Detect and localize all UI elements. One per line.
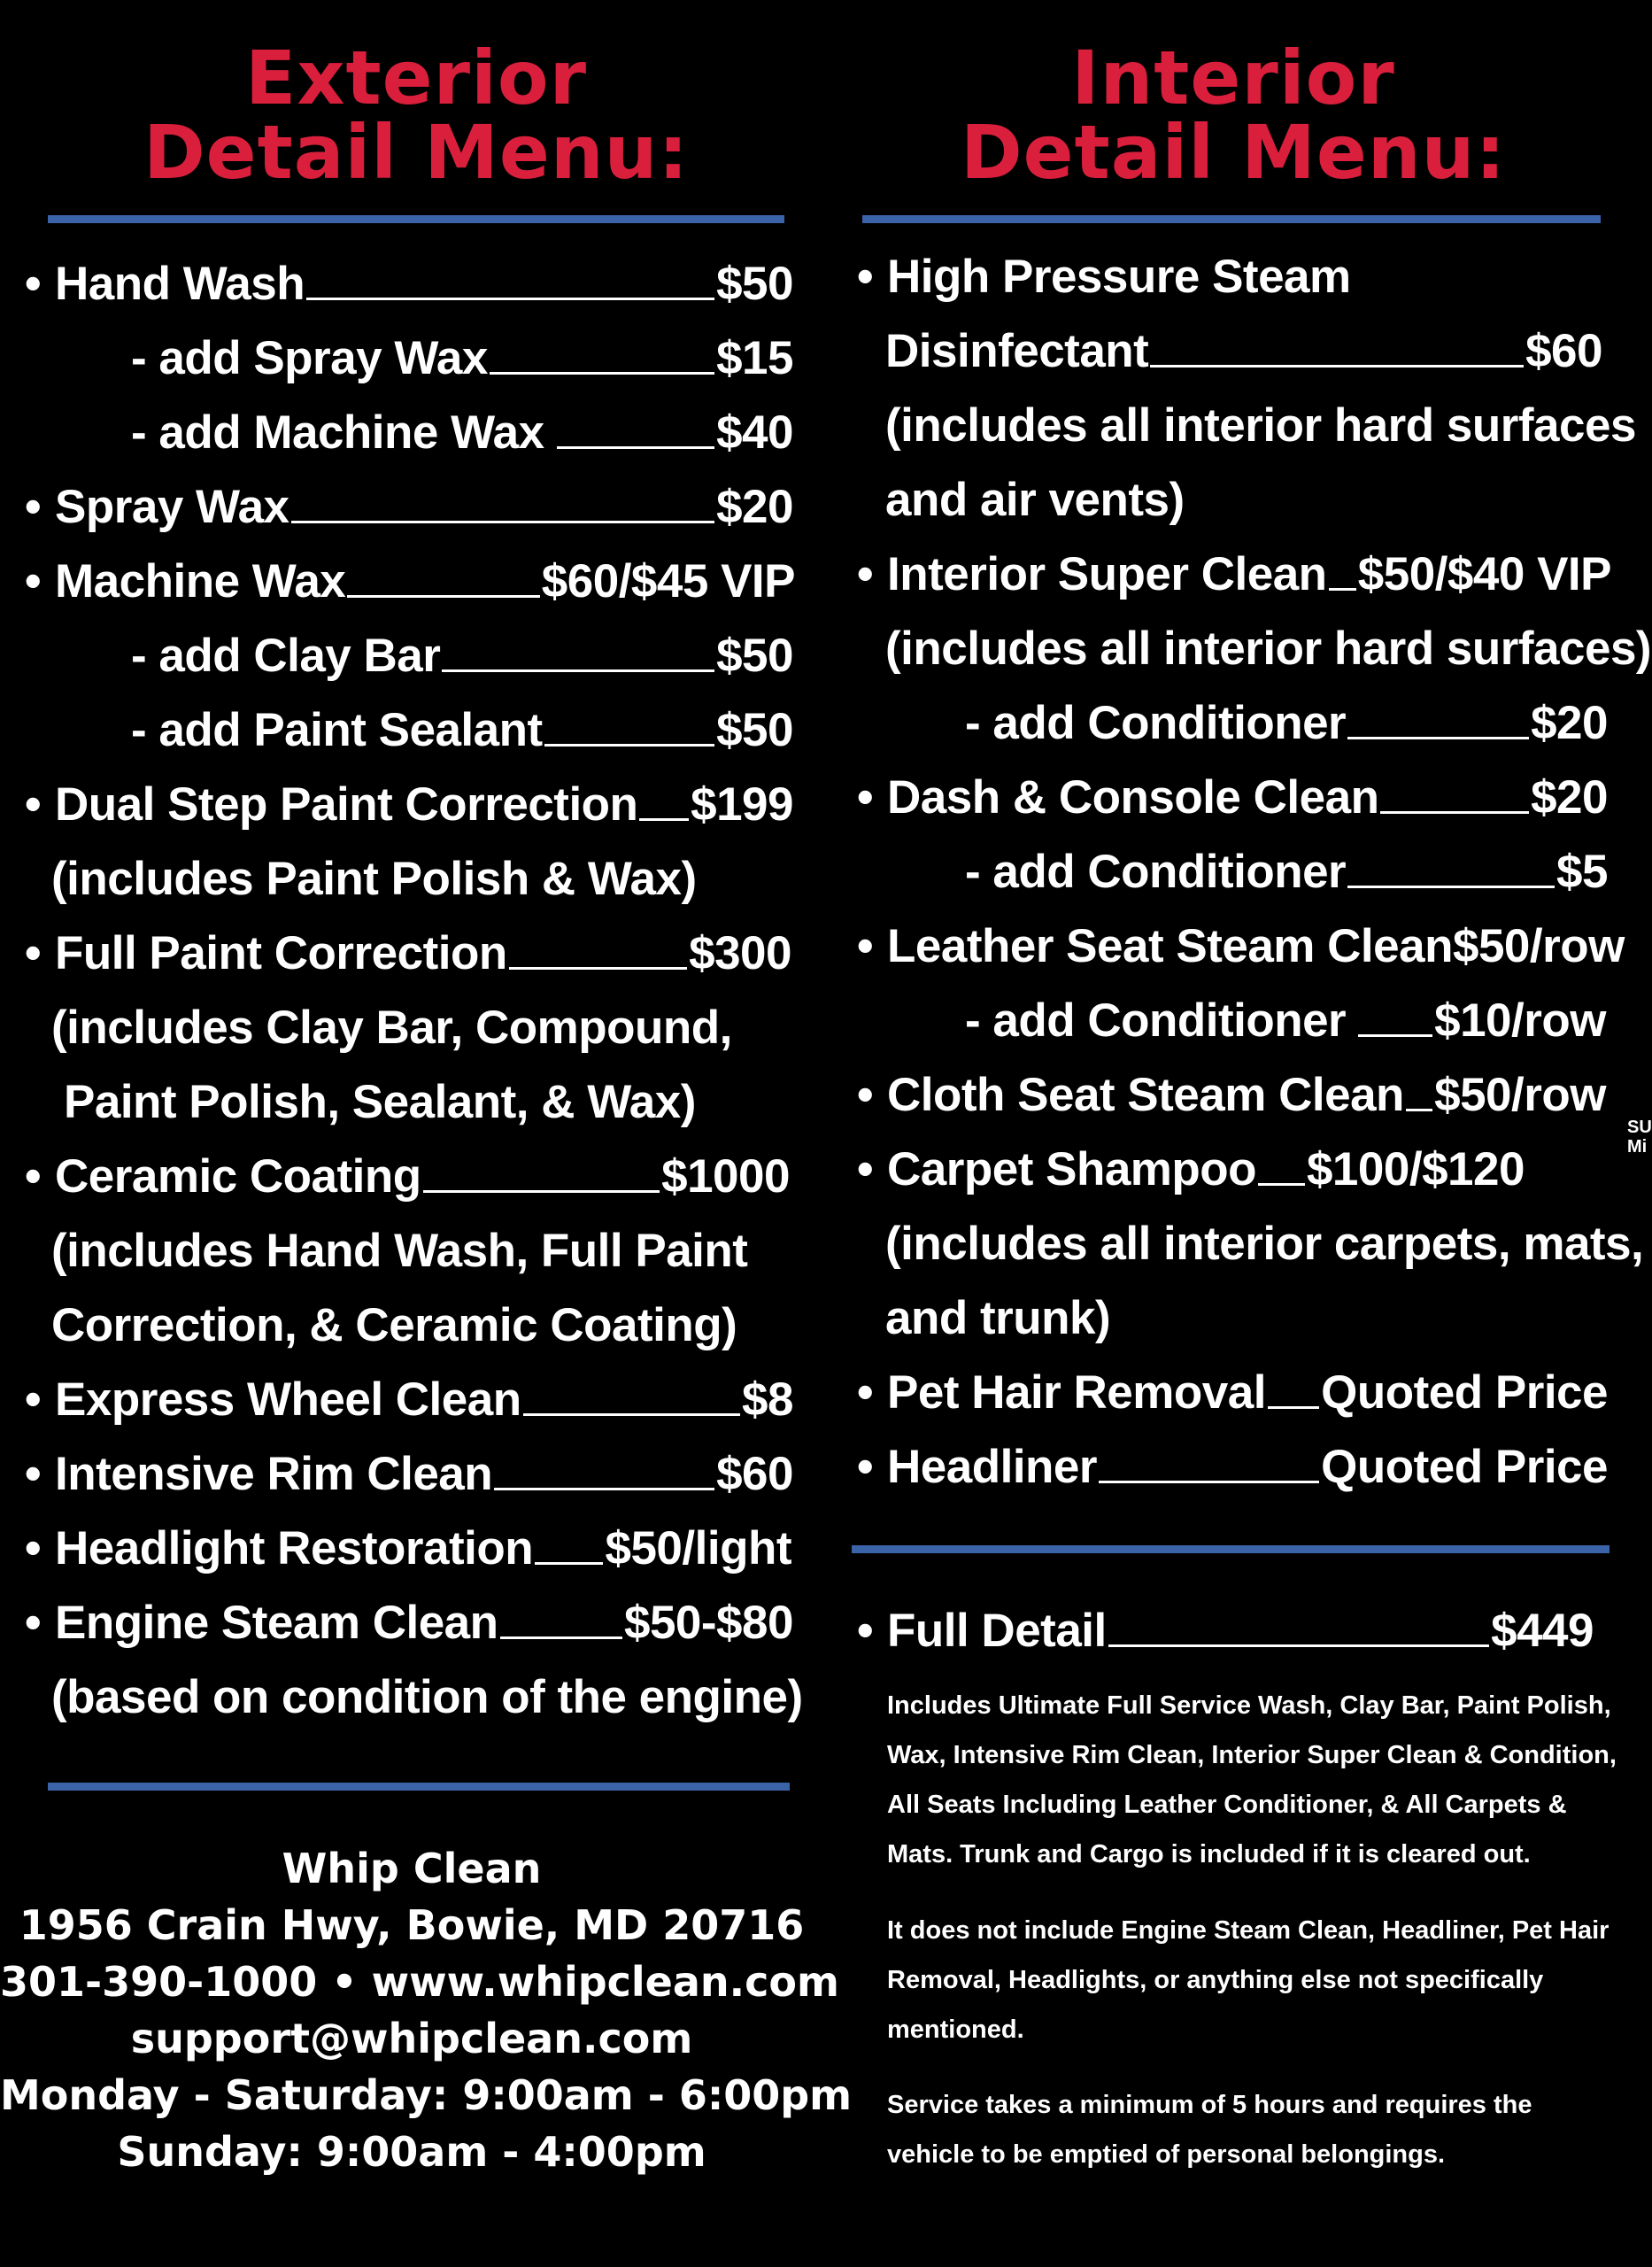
item-name: Ceramic Coating [55,1150,421,1203]
bullet: • [25,778,42,831]
item-price: $60 [716,1448,793,1500]
item-name: - add Conditioner [965,697,1347,749]
bullet: • [857,771,874,824]
menu-item-dual-step-paint-correction [25,768,793,842]
item-price: $50 [716,258,793,310]
item-name: Dash & Console Clean [887,771,1379,824]
clipped-edge-line2: Mi [1627,1137,1648,1157]
item-price: $5 [1556,846,1608,898]
menu-item-add-conditioner [965,835,1608,909]
menu-item-add-conditioner [965,984,1606,1058]
item-note: (includes Paint Polish & Wax) [51,853,697,905]
business-address: 1956 Crain Hwy, Bowie, MD 20716 [19,1901,805,1949]
clipped-edge-text [1627,1118,1652,1157]
item-price: $199 [691,778,793,831]
item-price: $60/$45 VIP [541,555,795,607]
interior-heading-line2: Detail Menu: [960,109,1507,196]
clipped-edge-line1: SU [1627,1118,1652,1137]
item-price: $20 [716,481,793,533]
menu-item-add-clay-bar [131,619,793,693]
leader-line [494,1488,714,1490]
menu-item-full-detail [857,1594,1594,1668]
item-price: $50/row [1434,1069,1606,1121]
item-name: Hand Wash [55,258,305,310]
item-name: Dual Step Paint Correction [55,778,638,831]
item-price: $20 [1531,771,1608,824]
leader-line [490,372,714,375]
interior-heading [823,35,1643,196]
menu-item-dash-console-clean [857,761,1608,835]
business-phone-website: 301-390-1000 • www.whipclean.com [0,1958,839,2006]
item-price: $300 [689,927,791,979]
menu-item-spray-wax [25,470,793,545]
leader-line [523,1413,740,1416]
bullet: • [25,927,42,979]
menu-item-machine-wax [25,545,795,619]
leader-line [1347,737,1529,739]
full-detail-requirements-text: Service takes a minimum of 5 hours and requires the vehicle to be emptied of personal belongings. [887,2091,1532,2169]
bullet: • [857,251,874,303]
item-note: (includes Hand Wash, Full Paint [51,1225,748,1277]
leader-line [1380,811,1529,814]
item-price: $100/$120 [1306,1143,1525,1195]
item-price: $50 [716,704,793,756]
bullet: • [857,548,874,600]
leader-line [306,298,714,300]
bullet: • [25,555,42,607]
item-name: Full Paint Correction [55,927,507,979]
bullet: • [25,258,42,310]
leader-line [1099,1481,1319,1483]
item-name: Full Detail [887,1605,1107,1657]
business-name: Whip Clean [282,1845,542,1892]
item-price: $40 [716,406,793,459]
item-name: - add Spray Wax [131,332,488,384]
menu-item-headlight-restoration [25,1512,791,1586]
item-price: $15 [716,332,793,384]
item-price: $50/row [1452,920,1625,972]
item-price: $50-$80 [623,1597,793,1649]
item-name: - add Machine Wax [131,406,544,459]
item-note: and air vents) [885,474,1185,526]
leader-line [1150,365,1524,368]
item-price: $60 [1525,325,1602,377]
item-name: Pet Hair Removal [887,1366,1266,1419]
menu-item-pet-hair-removal [857,1356,1608,1430]
leader-line [442,669,714,672]
full-detail-divider [852,1545,1610,1553]
leader-line [639,818,689,821]
item-price: $449 [1491,1605,1594,1657]
leader-line [1329,588,1356,591]
menu-item-disinfectant [885,314,1602,389]
item-name: Interior Super Clean [887,548,1327,600]
item-note: (includes Clay Bar, Compound, [51,1002,732,1054]
leader-line [509,967,687,970]
menu-item-full-paint-correction [25,917,791,991]
item-price: $10/row [1434,994,1606,1047]
item-note: (based on condition of the engine) [51,1671,803,1723]
item-name: Intensive Rim Clean [55,1448,493,1500]
item-name: Spray Wax [55,481,289,533]
item-note: (includes all interior hard surfaces [885,399,1636,452]
item-name: - add Clay Bar [131,630,441,682]
item-name: Disinfectant [885,325,1149,377]
leader-line [1406,1109,1432,1111]
bullet: • [25,1522,42,1575]
menu-item-engine-steam-clean [25,1586,793,1660]
item-note: (includes all interior hard surfaces) [885,623,1652,675]
menu-item-hand-wash [25,247,793,321]
full-detail-excludes [887,1906,1622,2054]
bullet: • [857,1143,874,1195]
item-note: (includes all interior carpets, mats, [885,1218,1644,1270]
menu-item-carpet-shampoo [857,1133,1525,1207]
menu-item-add-spray-wax [131,321,793,396]
exterior-heading-line2: Detail Menu: [143,109,690,196]
item-name: Cloth Seat Steam Clean [887,1069,1404,1121]
leader-line [535,1562,603,1565]
full-detail-includes [887,1681,1622,1879]
item-price: Quoted Price [1321,1366,1608,1419]
item-name: - add Conditioner [965,846,1347,898]
bullet: • [25,1373,42,1426]
bullet: • [25,481,42,533]
leader-line [291,521,715,523]
leader-line [1108,1644,1489,1647]
exterior-heading-line1: Exterior [244,35,588,121]
menu-item-leather-seat-steam-clean [857,909,1625,984]
item-price: Quoted Price [1321,1441,1608,1493]
item-price: $8 [742,1373,793,1426]
interior-top-divider [862,215,1601,223]
item-note: Paint Polish, Sealant, & Wax) [64,1076,696,1128]
exterior-top-divider [48,215,784,223]
menu-item-intensive-rim-clean [25,1437,793,1512]
leader-line [557,446,714,449]
bullet: • [25,1150,42,1203]
bullet: • [857,1069,874,1121]
item-name: Headliner [887,1441,1098,1493]
business-hours-weekday: Monday - Saturday: 9:00am - 6:00pm [0,2071,853,2119]
bullet: • [857,1441,874,1493]
menu-item-interior-super-clean [857,538,1611,612]
item-name: High Pressure Steam [887,251,1351,303]
menu-item-add-machine-wax [131,396,793,470]
leader-line [347,595,539,598]
item-price: $50 [716,630,793,682]
business-hours-sunday: Sunday: 9:00am - 4:00pm [117,2128,706,2176]
leader-line [1347,886,1555,888]
item-name: - add Conditioner [965,994,1347,1047]
item-price: $50/$40 VIP [1357,548,1611,600]
bullet: • [857,1605,874,1657]
full-detail-includes-text: Includes Ultimate Full Service Wash, Clay Bar, Paint Polish, Wax, Intensive Rim Clean, Interior Super Clean & Condition, All Seats Including Leather Conditioner, & All Carpets & Mats. Trunk and Cargo is included if it is cleared out. [887,1691,1617,1869]
menu-item-ceramic-coating [25,1140,790,1214]
leader-line [500,1636,622,1639]
item-name: Express Wheel Clean [55,1373,521,1426]
leader-line [544,744,714,747]
leader-line [1258,1183,1305,1186]
leader-line [423,1190,660,1193]
item-name: - add Paint Sealant [131,704,543,756]
interior-heading-line1: Interior [1071,35,1395,121]
menu-item-express-wheel-clean [25,1363,793,1437]
item-name: Engine Steam Clean [55,1597,498,1649]
item-price: $1000 [661,1150,790,1203]
business-email: support@whipclean.com [130,2015,693,2062]
item-price: $20 [1531,697,1608,749]
exterior-heading [0,35,832,196]
item-name: Headlight Restoration [55,1522,534,1575]
bullet: • [857,920,874,972]
item-note: and trunk) [885,1292,1111,1344]
full-detail-excludes-text: It does not include Engine Steam Clean, Headliner, Pet Hair Removal, Headlights, or anything else not specifically mentioned. [887,1916,1610,2044]
bullet: • [25,1597,42,1649]
bullet: • [25,1448,42,1500]
bullet: • [857,1366,874,1419]
item-note: Correction, & Ceramic Coating) [51,1299,737,1351]
item-name: Leather Seat Steam Clean [887,920,1453,972]
menu-item-cloth-seat-steam-clean [857,1058,1606,1133]
leader-line [1358,1034,1432,1037]
menu-item-add-conditioner [965,686,1608,761]
menu-item-add-paint-sealant [131,693,793,768]
leader-line [1268,1406,1319,1409]
item-name: Carpet Shampoo [887,1143,1257,1195]
item-name: Machine Wax [55,555,346,607]
contact-divider [48,1783,790,1791]
item-price: $50/light [605,1522,791,1575]
full-detail-requirements [887,2080,1622,2179]
menu-item-high-pressure-steam [857,240,1610,314]
menu-item-headliner [857,1430,1608,1505]
